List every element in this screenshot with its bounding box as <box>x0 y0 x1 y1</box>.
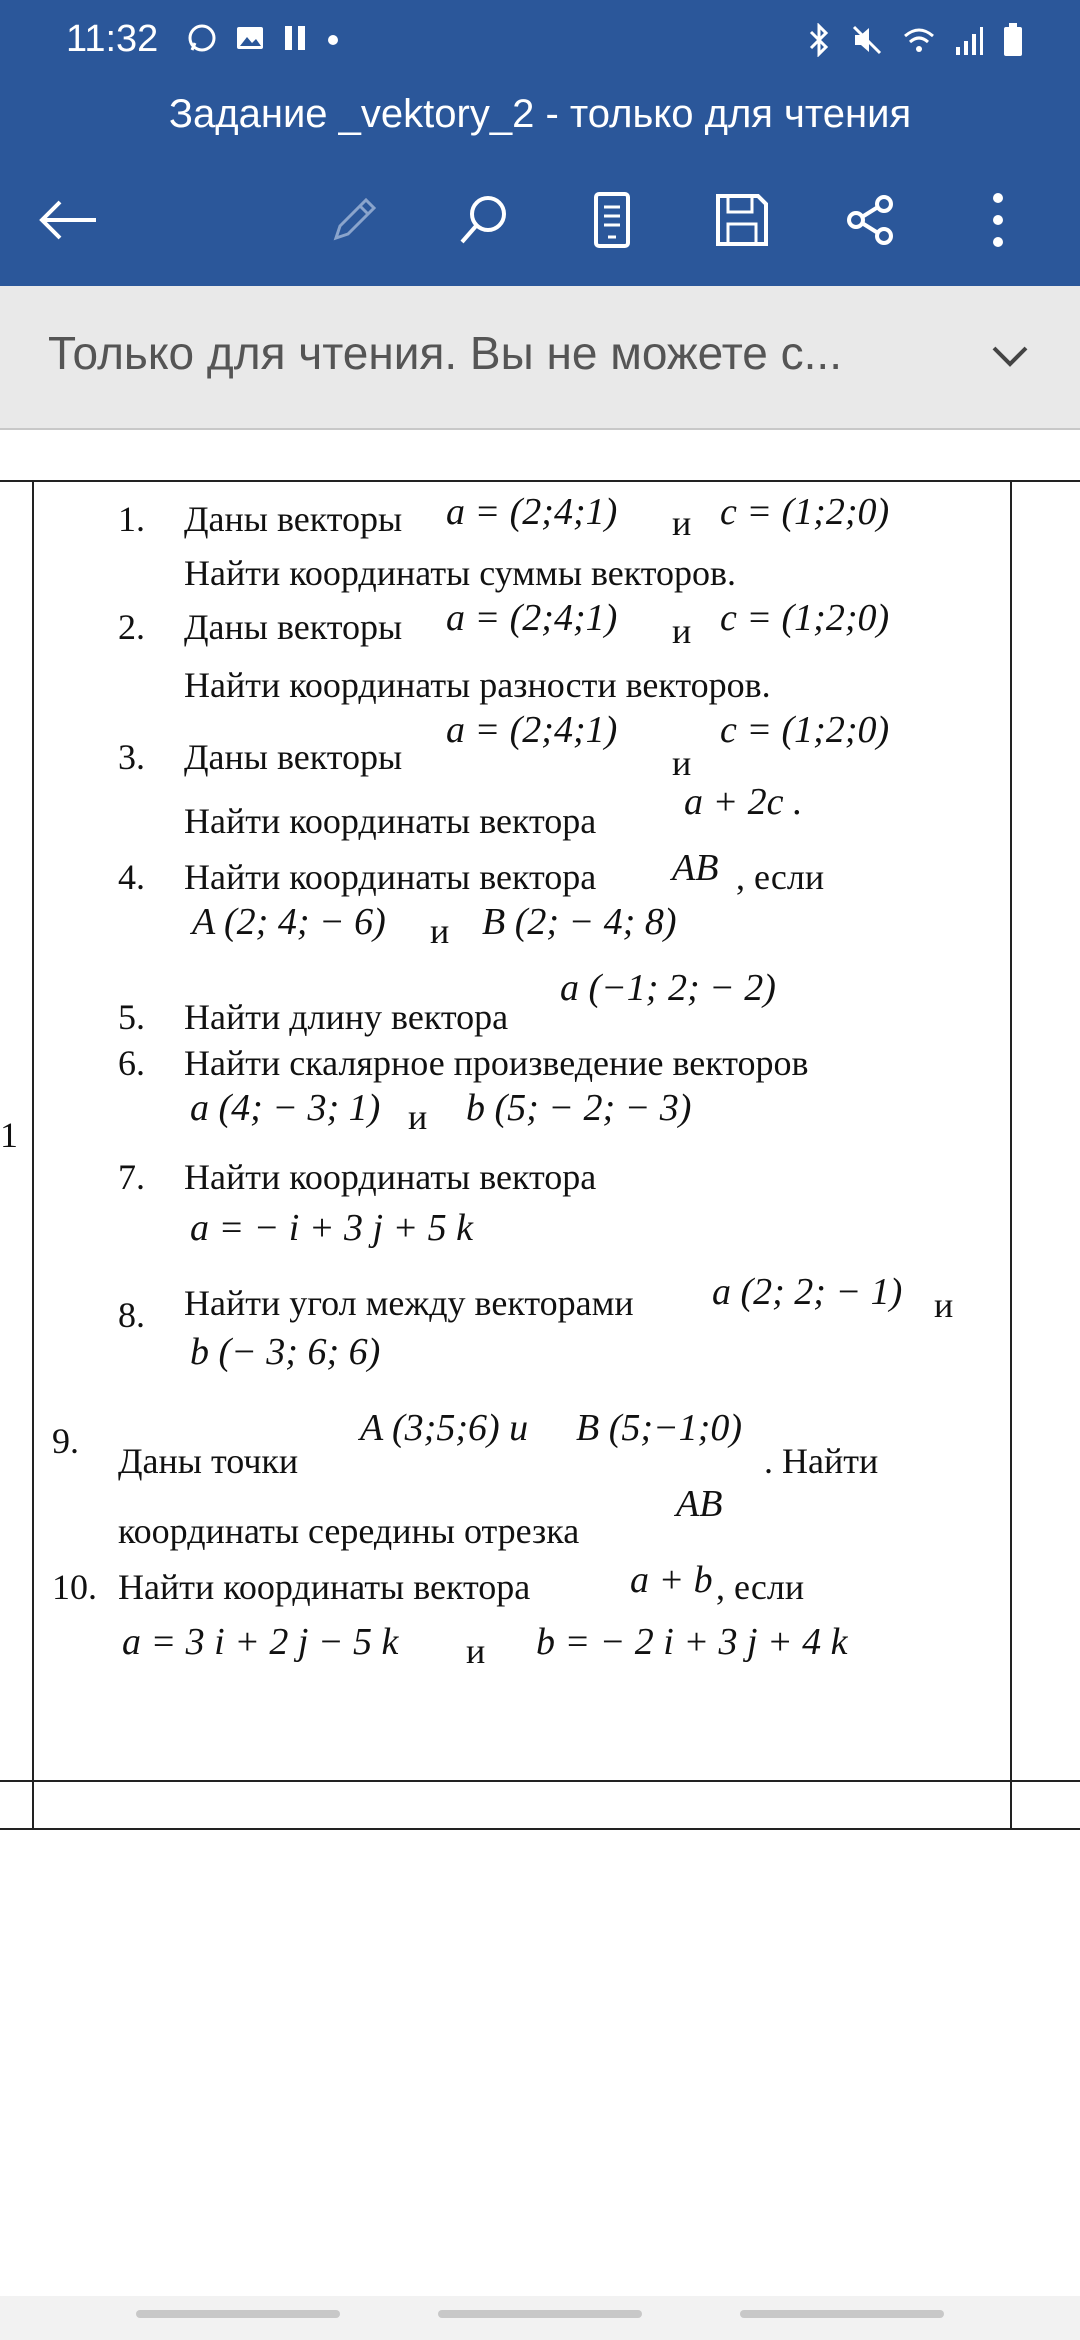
item-5-vector: a (−1; 2; − 2) <box>560 967 776 1009</box>
table-left-border <box>32 480 34 1830</box>
item-10-vector-b: b = − 2 i + 3 j + 4 k <box>536 1621 848 1663</box>
item-6-number: 6. <box>118 1043 145 1083</box>
item-3-number: 3. <box>118 737 145 777</box>
item-4-text: Найти координаты вектора <box>184 857 597 897</box>
save-button[interactable] <box>702 180 782 260</box>
table-top-border <box>0 480 1080 482</box>
item-5-text: Найти длину вектора <box>184 997 509 1037</box>
status-notification-icons <box>186 22 340 54</box>
reading-view-button[interactable] <box>572 180 652 260</box>
nav-home-button[interactable] <box>438 2310 642 2318</box>
item-2-vector-c: c = (1;2;0) <box>720 597 890 639</box>
item-8-vector-b: b (− 3; 6; 6) <box>190 1331 381 1373</box>
arrow-left-icon <box>38 198 98 242</box>
item-10-number: 10. <box>52 1567 97 1607</box>
item-10-condition: , если <box>716 1567 805 1607</box>
item-5-number: 5. <box>118 997 145 1037</box>
item-4-point-a: A (2; 4; − 6) <box>192 901 386 943</box>
save-icon <box>714 192 770 248</box>
item-8-vector-a: a (2; 2; − 1) <box>712 1271 903 1313</box>
item-7-number: 7. <box>118 1157 145 1197</box>
back-button[interactable] <box>28 180 108 260</box>
item-1-vector-c: c = (1;2;0) <box>720 491 890 533</box>
item-10-text: Найти координаты вектора <box>118 1567 531 1607</box>
expand-banner-button[interactable] <box>980 326 1040 386</box>
item-4-number: 4. <box>118 857 145 897</box>
item-4-condition: , если <box>736 857 825 897</box>
nav-back-button[interactable] <box>740 2310 944 2318</box>
item-6-vector-b: b (5; − 2; − 3) <box>466 1087 692 1129</box>
item-2-text: Даны векторы <box>184 607 403 647</box>
more-vertical-icon <box>988 190 1008 250</box>
wifi-icon <box>902 23 936 57</box>
item-9-tail: . Найти <box>764 1441 879 1481</box>
item-1-and: и <box>672 503 692 543</box>
table-right-border <box>1010 480 1012 1830</box>
item-9-number: 9. <box>52 1421 79 1461</box>
item-9-text: Даны точки <box>118 1441 299 1481</box>
chevron-down-icon <box>990 344 1030 368</box>
table-row-border <box>0 1780 1080 1782</box>
item-1-task: Найти координаты суммы векторов. <box>184 553 737 593</box>
item-6-and: и <box>408 1097 428 1137</box>
item-4-vector-ab: AB <box>672 847 719 889</box>
toolbar <box>0 180 1080 260</box>
item-3-expression: a + 2c . <box>684 781 803 823</box>
whatsapp-icon <box>186 22 218 54</box>
item-3-vector-a: a = (2;4;1) <box>446 709 618 751</box>
pause-icon <box>282 22 310 54</box>
item-7-text: Найти координаты вектора <box>184 1157 597 1197</box>
item-1-vector-a: a = (2;4;1) <box>446 491 618 533</box>
mute-icon <box>850 23 884 57</box>
app-bar <box>0 0 1080 286</box>
item-3-vector-c: c = (1;2;0) <box>720 709 890 751</box>
item-1-text: Даны векторы <box>184 499 403 539</box>
bluetooth-icon <box>806 23 832 57</box>
nav-recents-button[interactable] <box>136 2310 340 2318</box>
status-time: 11:32 <box>66 18 159 60</box>
item-9-task: координаты середины отрезка <box>118 1511 580 1551</box>
item-10-vector-a: a = 3 i + 2 j − 5 k <box>122 1621 399 1663</box>
item-3-and: и <box>672 743 692 783</box>
item-2-task: Найти координаты разности векторов. <box>184 665 771 705</box>
item-3-text: Даны векторы <box>184 737 403 777</box>
item-7-expression: a = − i + 3 j + 5 k <box>190 1207 474 1249</box>
row-number: 1 <box>0 1115 18 1155</box>
item-9-point-a: A (3;5;6) и <box>360 1407 529 1449</box>
table-bottom-border <box>0 1828 1080 1830</box>
item-2-vector-a: a = (2;4;1) <box>446 597 618 639</box>
document-icon <box>590 191 634 249</box>
item-6-text: Найти скалярное произведение векторов <box>184 1043 809 1083</box>
search-button[interactable] <box>444 180 524 260</box>
read-only-banner[interactable] <box>0 286 1080 430</box>
item-4-point-b: B (2; − 4; 8) <box>482 901 677 943</box>
document-title: Задание _vektory_2 - только для чтения <box>168 92 912 136</box>
item-1-number: 1. <box>118 499 145 539</box>
pencil-icon <box>326 192 382 248</box>
battery-icon <box>1002 22 1024 58</box>
dot-icon <box>326 22 340 54</box>
item-8-and: и <box>934 1285 954 1325</box>
item-8-number: 8. <box>118 1295 145 1335</box>
item-9-point-b: B (5;−1;0) <box>576 1407 742 1449</box>
share-icon <box>842 192 898 248</box>
read-only-message: Только для чтения. Вы не можете с... <box>48 327 842 379</box>
item-6-vector-a: a (4; − 3; 1) <box>190 1087 381 1129</box>
more-options-button[interactable] <box>958 180 1038 260</box>
item-10-expression: a + b <box>630 1559 713 1601</box>
document-page <box>0 430 1080 2300</box>
search-icon <box>456 192 512 248</box>
system-nav-bar <box>0 2296 1080 2340</box>
gallery-icon <box>234 22 266 54</box>
item-2-and: и <box>672 611 692 651</box>
item-8-text: Найти угол между векторами <box>184 1283 634 1323</box>
item-10-and: и <box>466 1631 486 1671</box>
item-9-segment: AB <box>676 1483 723 1525</box>
item-4-and: и <box>430 911 450 951</box>
item-2-number: 2. <box>118 607 145 647</box>
item-3-task: Найти координаты вектора <box>184 801 597 841</box>
signal-icon <box>954 23 984 57</box>
edit-button[interactable] <box>314 180 394 260</box>
share-button[interactable] <box>830 180 910 260</box>
status-system-icons <box>806 22 1024 58</box>
